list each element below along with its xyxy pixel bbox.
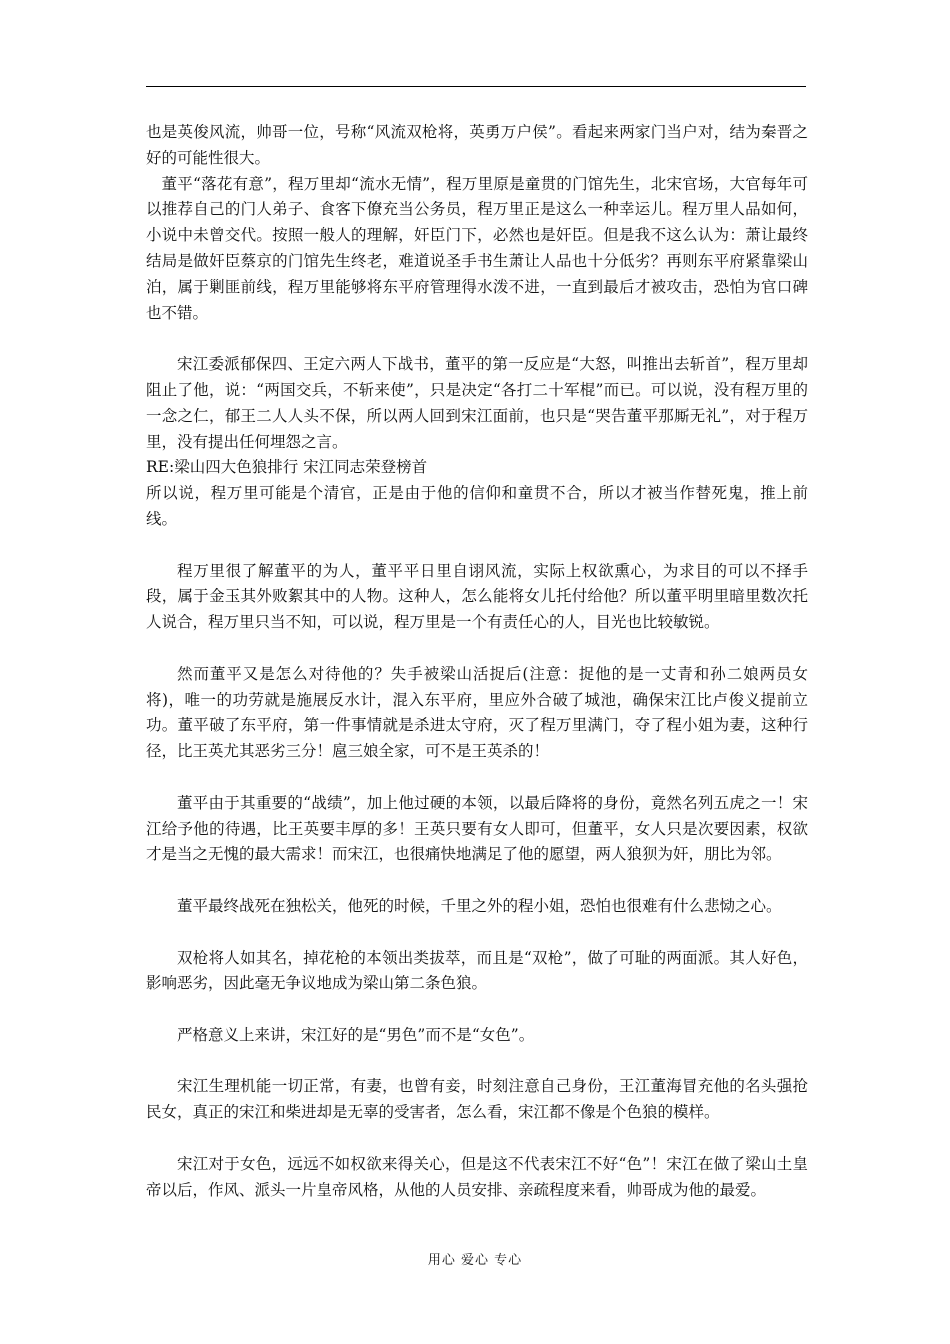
paragraph: 董平“落花有意”，程万里却“流水无情”，程万里原是童贯的门馆先生，北宋官场，大官每年可以推荐自己的门人弟子、食客下僚充当公务员，程万里正是这么一种幸运儿。程万里人品如何，小说中未曾交代。按照一般人的理解，奸臣门下，必然也是奸臣。但是我不这么认为：萧让最终结局是做奸臣蔡京的门馆先生终老，难道说圣手书生萧让人品也十分低劣？再则东平府紧靠梁山泊，属于剿匪前线，程万里能够将东平府管理得水泼不进，一直到最后才被攻击，恐怕为官口碑也不错。: [146, 174, 808, 322]
paragraph: 也是英俊风流，帅哥一位，号称“风流双枪将，英勇万户侯”。看起来两家门当户对，结为秦晋之好的可能性很大。: [146, 123, 808, 167]
paragraph: 程万里很了解董平的为人，董平平日里自诩风流，实际上权欲熏心，为求目的可以不择手段，属于金玉其外败絮其中的人物。这种人，怎么能将女儿托付给他？所以董平明里暗里数次托人说合，程万里只当不知，可以说，程万里是一个有责任心的人，目光也比较敏锐。: [146, 561, 808, 632]
paragraph: 宋江生理机能一切正常，有妻，也曾有妾，时刻注意自己身份，王江董海冒充他的名头强抢民女，真正的宋江和柴进却是无辜的受害者，怎么看，宋江都不像是个色狼的模样。: [146, 1077, 808, 1122]
paragraph: 宋江委派郁保四、王定六两人下战书，董平的第一反应是“大怒，叫推出去斩首”，程万里却阻止了他，说：“两国交兵，不斩来使”，只是决定“各打二十军棍”而已。可以说，没有程万里的一念之仁，郁王二人人头不保，所以两人回到宋江面前，也只是“哭告董平那厮无礼”，对于程万里，没有提出任何埋怨之言。: [146, 355, 808, 451]
document-body: [146, 120, 808, 1203]
paragraph: 然而董平又是怎么对待他的？失手被梁山活捉后(注意：捉他的是一丈青和孙二娘两员女将)，唯一的功劳就是施展反水计，混入东平府，里应外合破了城池，确保宋江比卢俊义提前立功。董平破了东平府，第一件事情就是杀进太守府，灭了程万里满门，夺了程小姐为妻，这种行径，比王英尤其恶劣三分！扈三娘全家，可不是王英杀的！: [146, 664, 808, 761]
section-heading: RE:梁山四大色狼排行 宋江同志荣登榜首: [146, 458, 428, 477]
paragraph: 所以说，程万里可能是个清官，正是由于他的信仰和童贯不合，所以才被当作替死鬼，推上前线。: [146, 484, 808, 528]
paragraph: 董平由于其重要的“战绩”，加上他过硬的本领，以最后降将的身份，竟然名列五虎之一！宋江给予他的待遇，比王英要丰厚的多！王英只要有女人即可，但董平，女人只是次要因素，权欲才是当之无愧的最大需求！而宋江，也很痛快地满足了他的愿望，两人狼狈为奸，朋比为邻。: [146, 793, 808, 864]
paragraph: 宋江对于女色，远远不如权欲来得关心，但是这不代表宋江不好“色”！宋江在做了梁山土皇帝以后，作风、派头一片皇帝风格，从他的人员安排、亲疏程度来看，帅哥成为他的最爱。: [146, 1154, 808, 1199]
paragraph: 严格意义上来讲，宋江好的是“男色”而不是“女色”。: [177, 1025, 535, 1044]
paragraph: 董平最终战死在独松关，他死的时候，千里之外的程小姐，恐怕也很难有什么悲恸之心。: [177, 896, 782, 915]
page-footer: 用心 爱心 专心: [427, 1253, 523, 1268]
paragraph: 双枪将人如其名，掉花枪的本领出类拔萃，而且是“双枪”，做了可耻的两面派。其人好色，影响恶劣，因此毫无争议地成为梁山第二条色狼。: [146, 948, 808, 993]
header-rule: [146, 86, 806, 87]
